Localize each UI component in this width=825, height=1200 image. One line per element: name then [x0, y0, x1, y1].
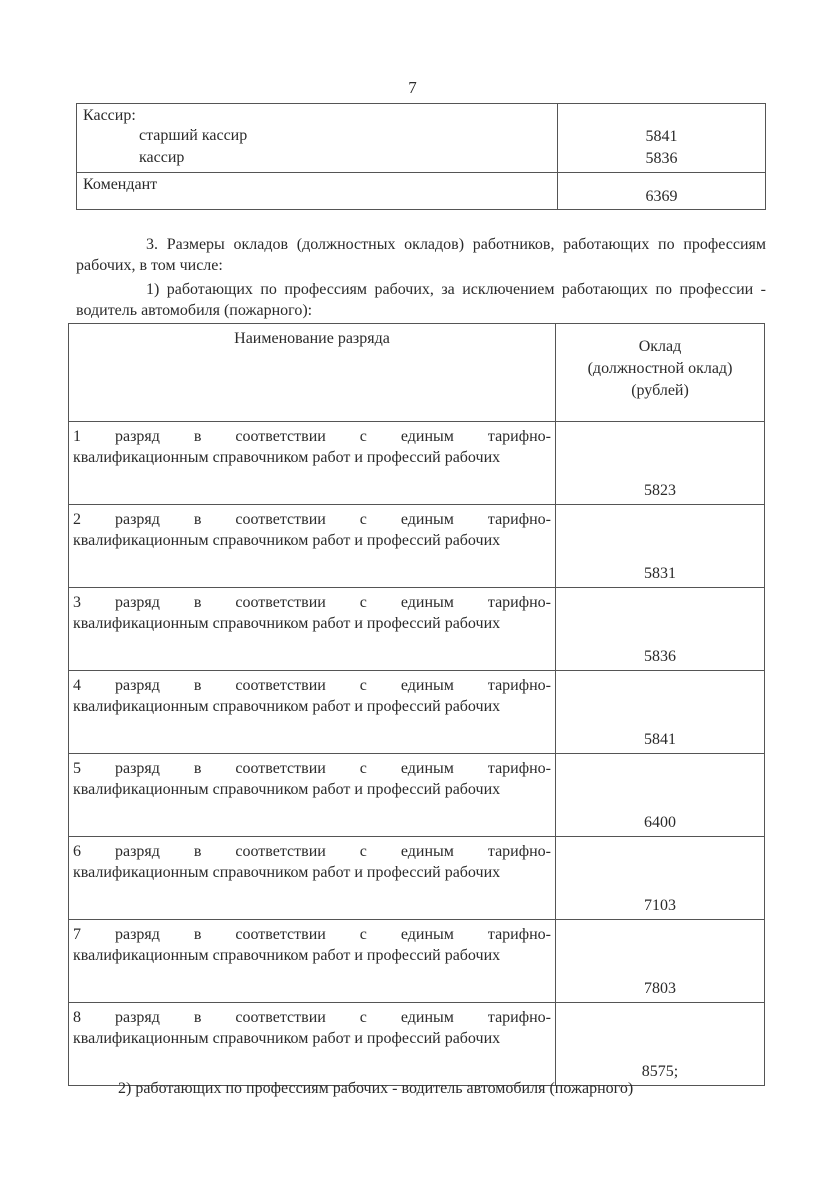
- paragraph: 1) работающих по профессиям рабочих, за исключением работающих по профессии - водитель автомобиля (пожарного):: [76, 281, 766, 319]
- table-row: [69, 422, 765, 505]
- grade-line: 1 разряд в соответствии с единым тарифно-: [73, 428, 551, 445]
- worker-salary-table: [68, 323, 765, 1086]
- header-line: (рублей): [631, 382, 689, 399]
- salary-value: 6369: [558, 173, 766, 210]
- header-line: (должностной оклад): [587, 360, 733, 377]
- grade-line: квалификационным справочником работ и профессий рабочих: [73, 532, 501, 549]
- cashier-commandant-table: [76, 103, 766, 210]
- position-label: Кассир:: [83, 107, 136, 124]
- salary-cell: [558, 104, 766, 173]
- grade-line: 4 разряд в соответствии с единым тарифно-: [73, 677, 551, 694]
- salary-value: 8575;: [556, 1003, 765, 1086]
- table-row: [77, 104, 766, 173]
- page-number: 7: [408, 78, 417, 97]
- table-row: [69, 671, 765, 754]
- grade-line: 3 разряд в соответствии с единым тарифно-: [73, 594, 551, 611]
- grade-name-cell: [69, 505, 556, 588]
- salary-value: 5831: [556, 505, 765, 588]
- salary-value: 5823: [556, 422, 765, 505]
- table-row: [69, 588, 765, 671]
- grade-line: квалификационным справочником работ и профессий рабочих: [73, 947, 501, 964]
- position-sub-label: старший кассир: [139, 127, 248, 144]
- grade-line: 7 разряд в соответствии с единым тарифно-: [73, 926, 551, 943]
- grade-line: квалификационным справочником работ и профессий рабочих: [73, 615, 501, 632]
- grade-line: 8 разряд в соответствии с единым тарифно-: [73, 1009, 551, 1026]
- grade-line: квалификационным справочником работ и профессий рабочих: [73, 864, 501, 881]
- table-row: [77, 173, 766, 210]
- table-row: [69, 754, 765, 837]
- salary-value: 7103: [556, 837, 765, 920]
- position-sub-label: кассир: [139, 149, 185, 166]
- grade-name-cell: [69, 837, 556, 920]
- grade-line: квалификационным справочником работ и профессий рабочих: [73, 781, 501, 798]
- salary-value: 6400: [556, 754, 765, 837]
- column-header-salary: [556, 324, 765, 422]
- grade-name-cell: [69, 588, 556, 671]
- grade-name-cell: [69, 754, 556, 837]
- table-row: [69, 920, 765, 1003]
- grade-name-cell: [69, 422, 556, 505]
- position-cell: [77, 104, 558, 173]
- paragraph: 3. Размеры окладов (должностных окладов) работников, работающих по профессиям рабочих, в том числе:: [76, 236, 766, 274]
- grade-line: квалификационным справочником работ и профессий рабочих: [73, 449, 501, 466]
- paragraph: 2) работающих по профессиям рабочих - водитель автомобиля (пожарного): [118, 1080, 634, 1097]
- grade-name-cell: [69, 920, 556, 1003]
- table-row: [69, 837, 765, 920]
- table-row: [69, 505, 765, 588]
- grade-name-cell: [69, 671, 556, 754]
- column-header-name: Наименование разряда: [69, 324, 556, 422]
- salary-value: 5836: [556, 588, 765, 671]
- position-cell: Комендант: [77, 173, 558, 210]
- header-line: Оклад: [638, 338, 682, 355]
- grade-line: квалификационным справочником работ и профессий рабочих: [73, 698, 501, 715]
- grade-line: квалификационным справочником работ и профессий рабочих: [73, 1030, 501, 1047]
- table-row: [69, 1003, 765, 1086]
- grade-name-cell: [69, 1003, 556, 1086]
- grade-line: 5 разряд в соответствии с единым тарифно-: [73, 760, 551, 777]
- grade-line: 2 разряд в соответствии с единым тарифно-: [73, 511, 551, 528]
- salary-value: 5836: [645, 150, 678, 167]
- salary-value: 7803: [556, 920, 765, 1003]
- salary-value: 5841: [556, 671, 765, 754]
- grade-line: 6 разряд в соответствии с единым тарифно-: [73, 843, 551, 860]
- table-header-row: [69, 324, 765, 422]
- salary-value: 5841: [645, 128, 678, 145]
